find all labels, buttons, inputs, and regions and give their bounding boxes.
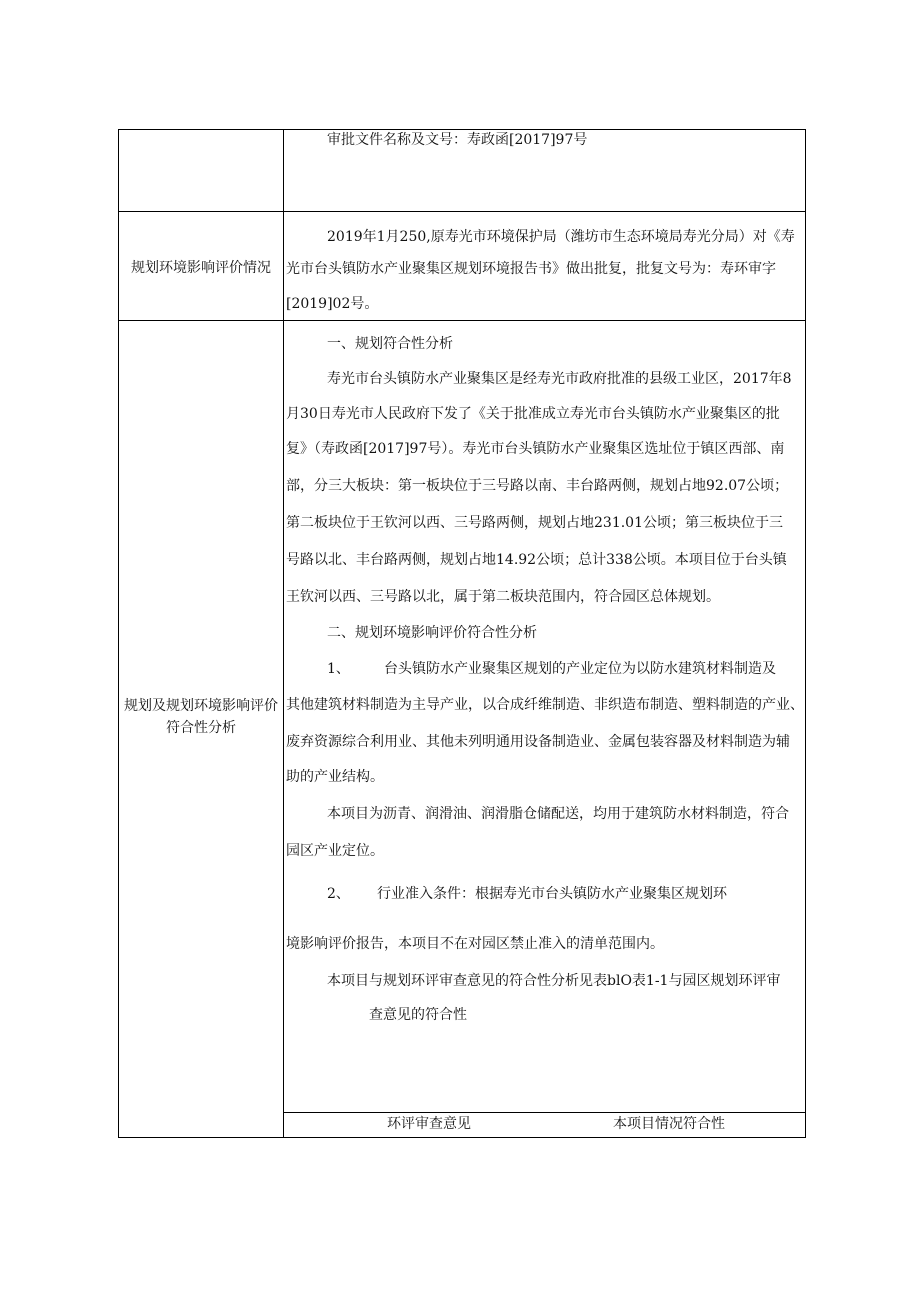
row3-line-6: 号路以北、丰台路两侧，规划占地14.92公顷；总计338公顷。本项目位于台头镇 [286,552,787,568]
row3-line-15: 园区产业定位。 [286,843,384,859]
subtable-top [283,1112,806,1113]
row3-line-10: 台头镇防水产业聚集区规划的产业定位为以防水建筑材料制造及 [384,661,776,677]
heading-eia-compliance: 二、规划环境影响评价符合性分析 [327,625,537,641]
column-divider [283,129,284,1138]
row3-line-3: 复》（寿政函[2017]97号）。寿光市台头镇防水产业聚集区选址位于镇区西部、南 [286,441,785,457]
row3-line-20: 查意见的符合性 [369,1007,467,1023]
row-label-compliance-line2: 符合性分析 [166,720,236,736]
row3-line-19: 本项目与规划环评审查意见的符合性分析见表blO表1-1与园区规划环评审 [327,973,781,989]
row-divider-2 [118,320,806,321]
table-border-right [805,129,806,1138]
row3-line-13: 助的产业结构。 [286,769,384,785]
row2-line-1: 2019年1月250,原寿光市环境保护局（潍坊市生态环境局寿光分局）对《寿 [327,229,795,245]
row3-line-12: 废弃资源综合利用业、其他未列明通用设备制造业、金属包装容器及材料制造为辅 [286,734,790,750]
row3-line-7: 王钦河以西、三号路以北，属于第二板块范围内，符合园区总体规划。 [286,589,720,605]
row-divider-1 [118,211,806,212]
row3-line-4: 部，分三大板块：第一板块位于三号路以南、丰台路两侧，规划占地92.07公顷； [286,478,789,494]
row3-line-2: 月30日寿光市人民政府下发了《关于批准成立寿光市台头镇防水产业聚集区的批 [286,406,780,422]
row2-line-2: 光市台头镇防水产业聚集区规划环境报告书》做出批复，批复文号为：寿环审字 [286,261,776,277]
heading-planning-compliance: 一、规划符合性分析 [327,336,453,352]
row-label-planning-eia: 规划环境影响评价情况 [131,260,271,276]
table-border-bottom [118,1137,806,1138]
row3-line-14: 本项目为沥青、润滑油、润滑脂仓储配送，均用于建筑防水材料制造，符合 [327,806,789,822]
subtable-header-opinion: 环评审查意见 [387,1116,471,1132]
table-border-left [118,129,119,1138]
table-border-top [118,129,806,130]
row3-line-1: 寿光市台头镇防水产业聚集区是经寿光市政府批准的县级工业区，2017年8 [327,371,792,387]
row-label-compliance-line1: 规划及规划环境影响评价 [124,698,278,714]
row3-line-17: 行业准入条件：根据寿光市台头镇防水产业聚集区规划环 [377,886,727,902]
approval-document-text: 审批文件名称及文号：寿政函[2017]97号 [327,132,588,148]
row3-line-18: 境影响评价报告，本项目不在对园区禁止准入的清单范围内。 [286,936,664,952]
row3-line-5: 第二板块位于王钦河以西、三号路两侧，规划占地231.01公顷；第三板块位于三 [286,515,783,531]
item-number-1: 1、 [327,661,350,677]
item-number-2: 2、 [327,886,350,902]
row3-line-11: 其他建筑材料制造为主导产业，以合成纤维制造、非织造布制造、塑料制造的产业、 [286,697,804,713]
row2-line-3: [2019]02号。 [286,296,379,312]
subtable-header-project-compliance: 本项目情况符合性 [613,1116,725,1132]
